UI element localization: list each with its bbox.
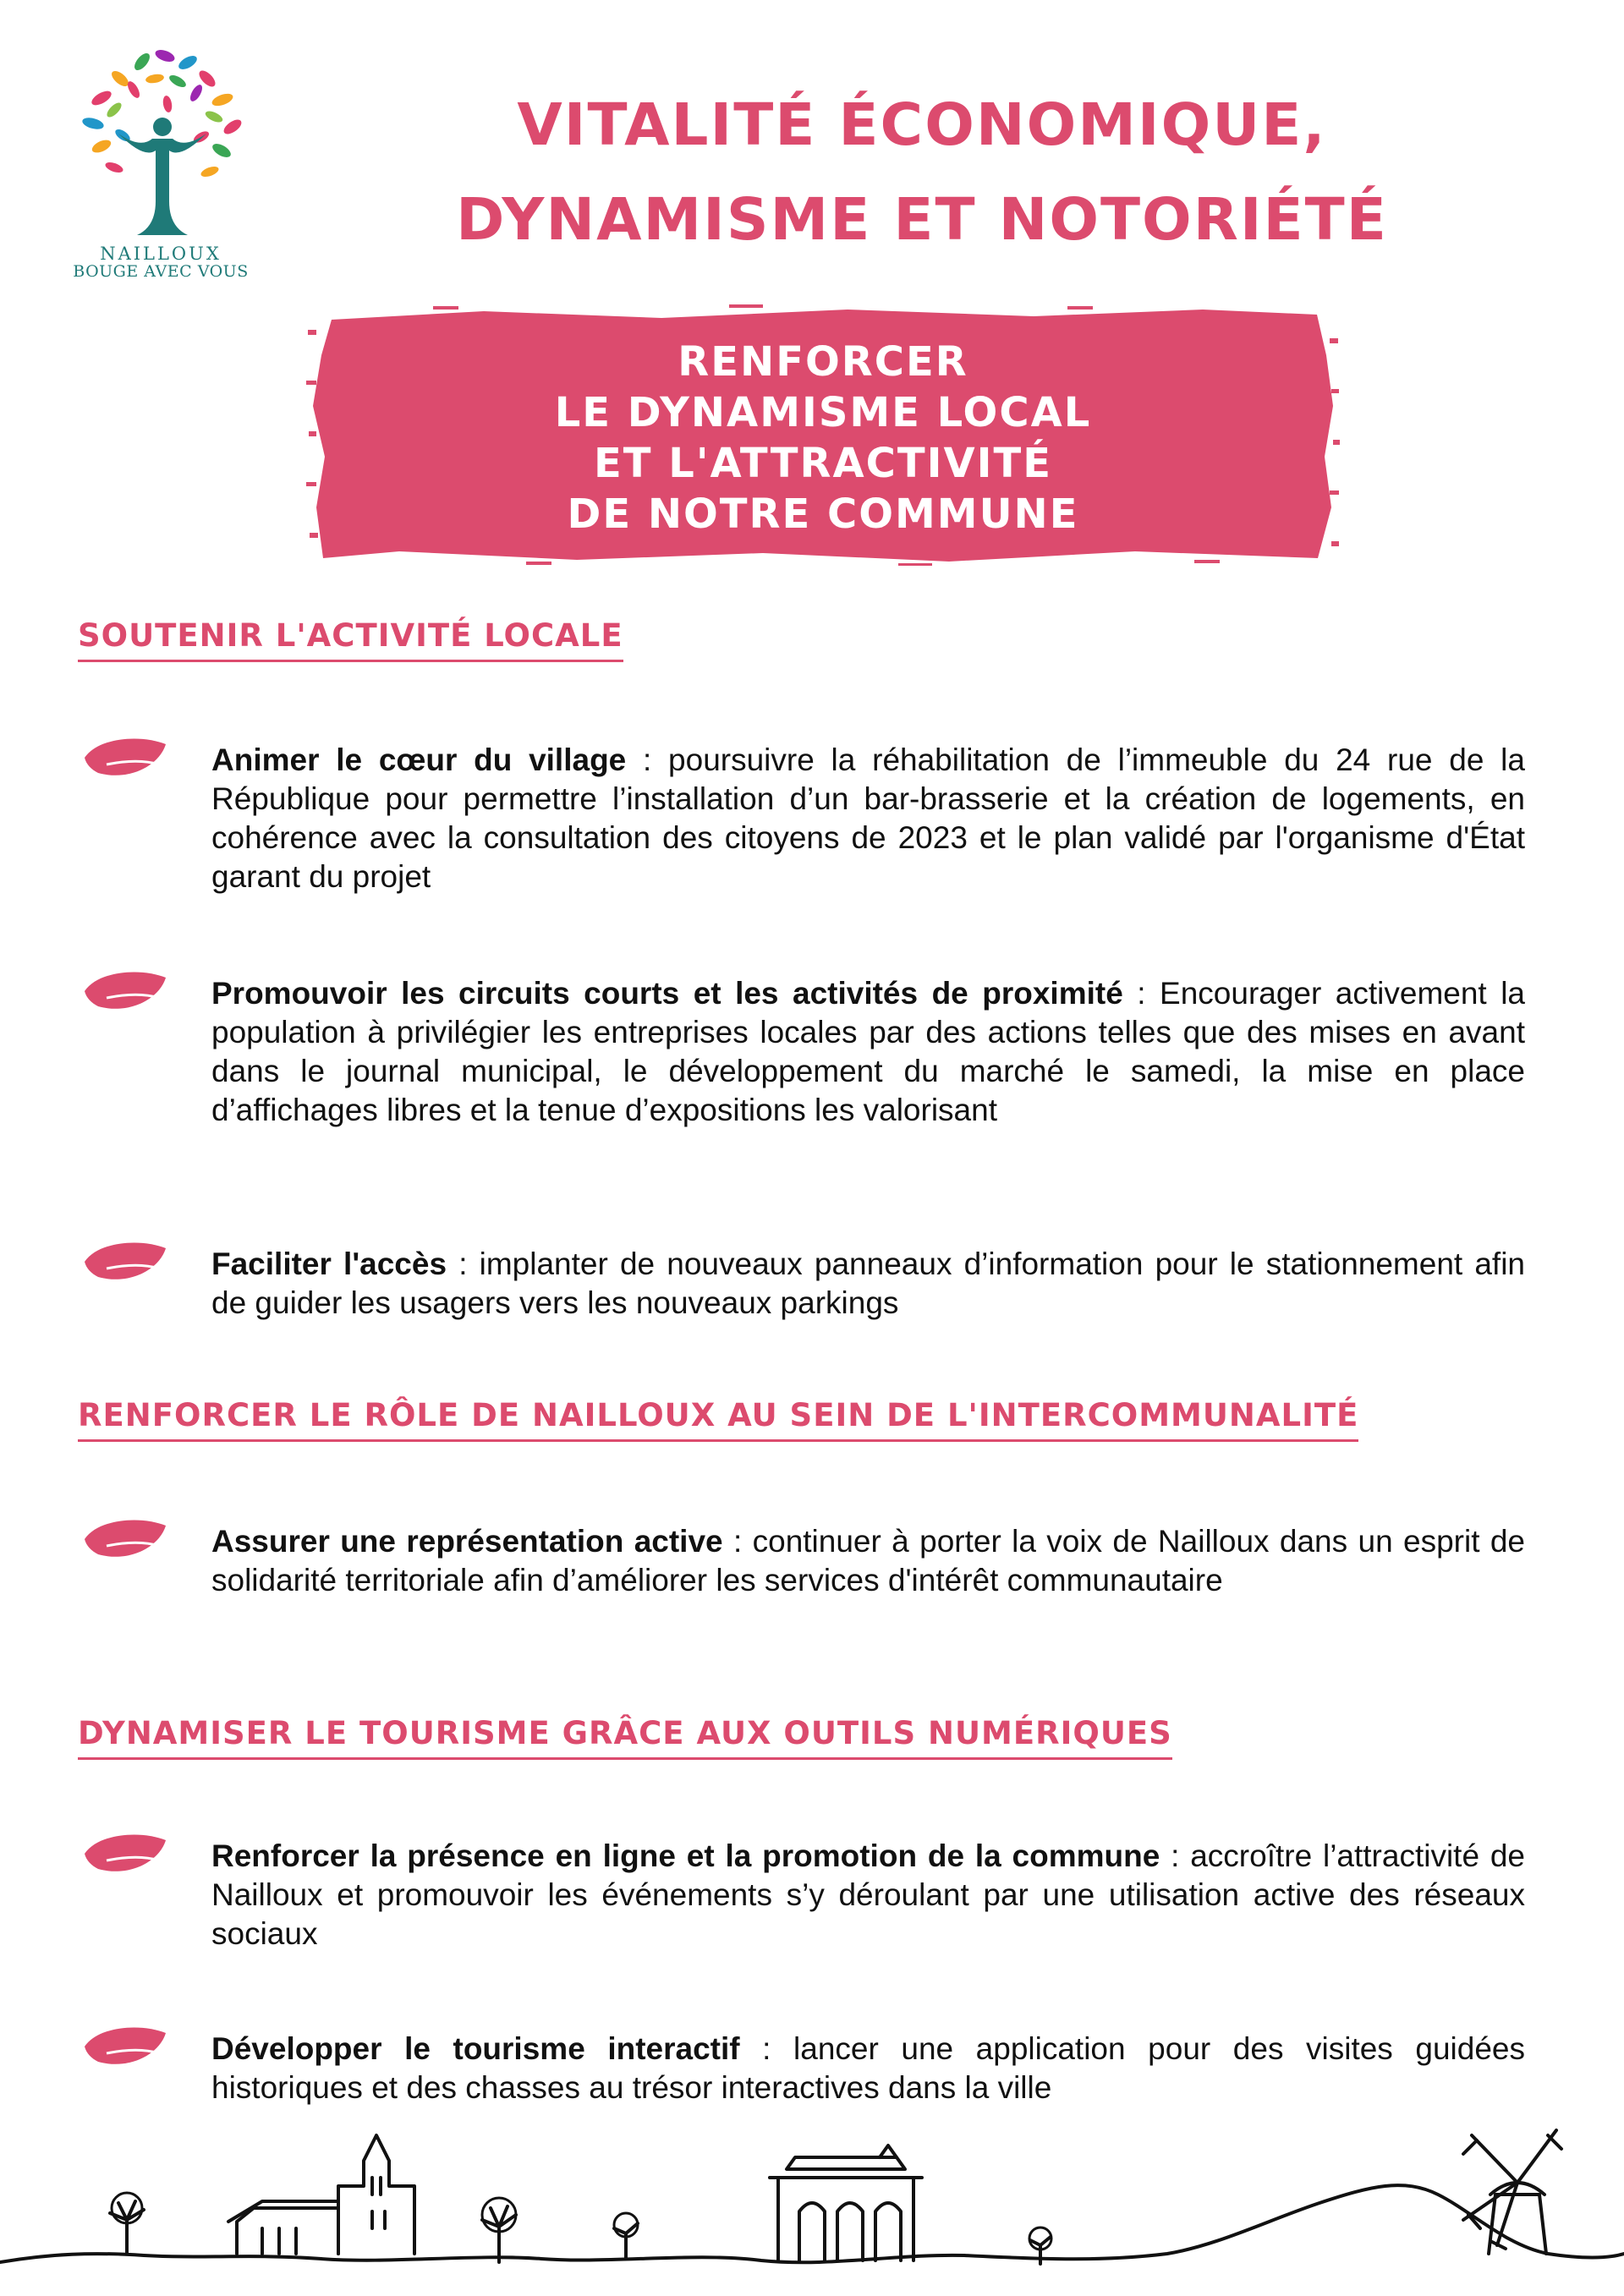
item-text	[211, 741, 1525, 896]
banner-line-2: LE DYNAMISME LOCAL	[554, 389, 1092, 436]
village-skyline-illustration	[0, 2127, 1624, 2296]
item-text	[211, 2030, 1525, 2107]
item-text	[211, 974, 1525, 1130]
pink-leaf-icon	[81, 966, 169, 1016]
item-text	[211, 1837, 1525, 1954]
pink-leaf-icon	[81, 1514, 169, 1564]
item-title: Renforcer la présence en ligne et la promotion de la commune	[211, 1838, 1160, 1873]
item-title: Faciliter l'accès	[211, 1247, 447, 1281]
page-title	[423, 78, 1421, 267]
nailloux-logo	[68, 32, 254, 286]
item-description: : Encourager activement la population à privilégier les entreprises locales par des actions telles que des mises en avant dans le journal municipal, le développement du marché le samedi, la mise en place d’affichages libres et la tenue d’expositions les valorisant	[211, 976, 1525, 1127]
item-description: : lancer une application pour des visites guidées historiques et des chasses au trésor interactives dans la ville	[211, 2031, 1525, 2105]
banner-line-4: DE NOTRE COMMUNE	[567, 490, 1079, 538]
item-text	[211, 1522, 1525, 1600]
page-title-line-2: DYNAMISME ET NOTORIÉTÉ	[456, 186, 1388, 254]
item-description: : accroître l’attractivité de Nailloux et promouvoir les événements s’y déroulant par une utilisation active des réseaux sociaux	[211, 1838, 1526, 1951]
pink-leaf-icon	[81, 732, 169, 783]
pink-leaf-icon	[81, 1236, 169, 1287]
item-title: Animer le cœur du village	[211, 743, 627, 777]
section-heading-digital-tourism: DYNAMISER LE TOURISME GRÂCE AUX OUTILS NUMÉRIQUES	[78, 1715, 1172, 1751]
item-title: Assurer une représentation active	[211, 1524, 723, 1559]
section-heading-local-activity: SOUTENIR L'ACTIVITÉ LOCALE	[78, 617, 623, 654]
item-text	[211, 1245, 1525, 1323]
tree-logo-icon	[68, 32, 254, 244]
theme-banner	[306, 304, 1340, 567]
section-heading-intercommunality: RENFORCER LE RÔLE DE NAILLOUX AU SEIN DE L'INTERCOMMUNALITÉ	[78, 1397, 1359, 1433]
item-description: : implanter de nouveaux panneaux d’information pour le stationnement afin de guider les usagers vers les nouveaux parkings	[211, 1247, 1525, 1320]
item-description: : poursuivre la réhabilitation de l’immeuble du 24 rue de la République pour permettre l’installation d’un bar-brasserie et la création de logements, en cohérence avec la consultation des citoyens de 2023 et le plan validé par l'organisme d'État garant du projet	[211, 743, 1525, 894]
item-description: : continuer à porter la voix de Nailloux dans un esprit de solidarité territoriale afin d’améliorer les services d'intérêt communautaire	[211, 1524, 1525, 1597]
logo-slogan: BOUGE AVEC VOUS	[73, 262, 249, 281]
banner-line-1: RENFORCER	[678, 338, 968, 386]
pink-leaf-icon	[81, 2021, 169, 2072]
banner-line-3: ET L'ATTRACTIVITÉ	[593, 440, 1052, 487]
item-title: Promouvoir les circuits courts et les activités de proximité	[211, 976, 1123, 1011]
banner-heading	[306, 337, 1340, 540]
item-title: Développer le tourisme interactif	[211, 2031, 740, 2066]
page-title-line-1: VITALITÉ ÉCONOMIQUE,	[517, 91, 1327, 159]
pink-leaf-icon	[81, 1828, 169, 1879]
logo-town-name: NAILLOUX	[100, 244, 222, 264]
